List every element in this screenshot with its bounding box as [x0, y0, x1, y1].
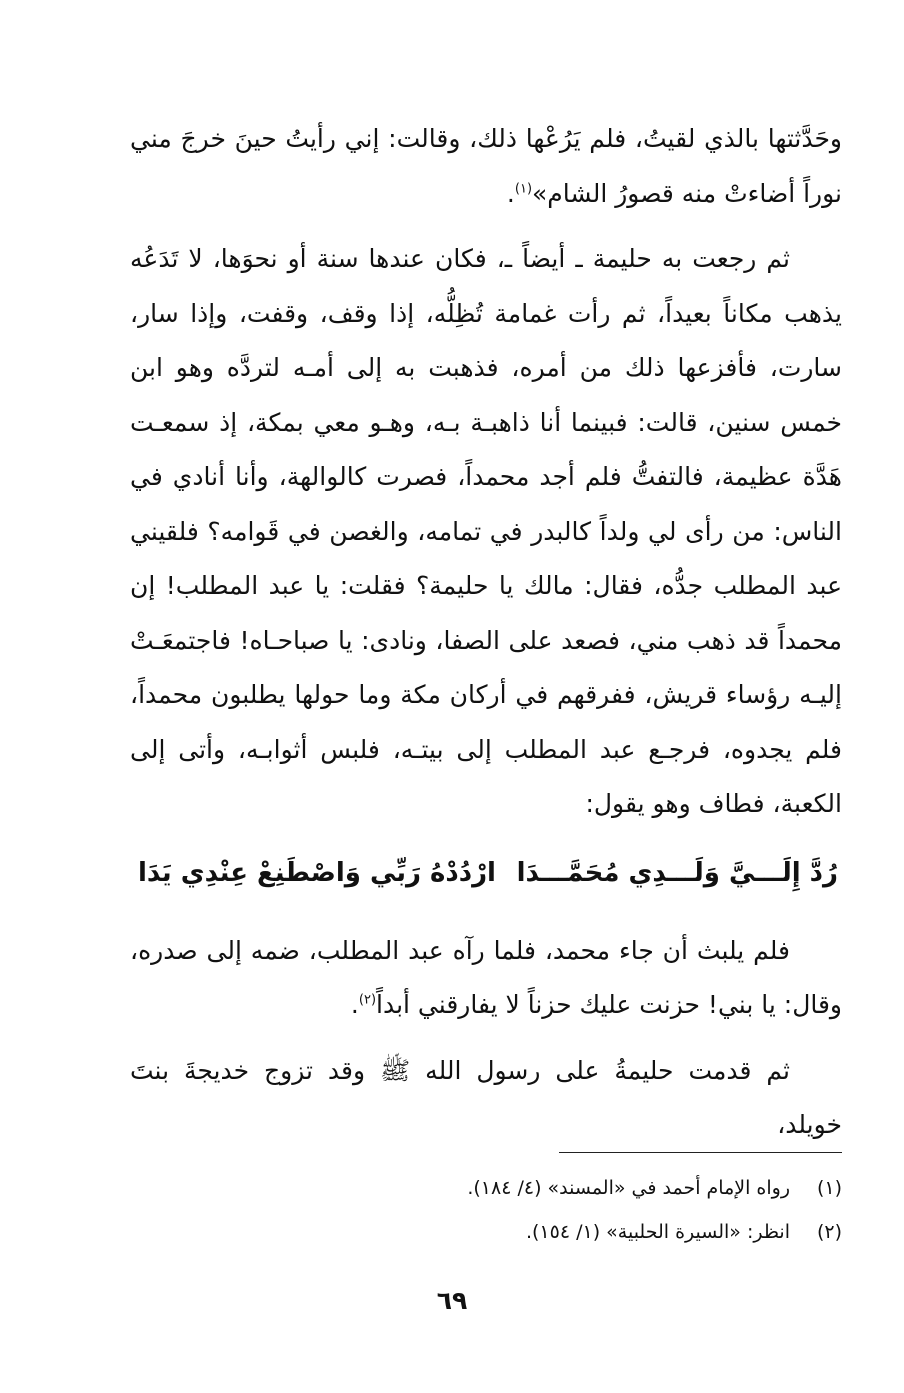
main-text: [130, 112, 842, 1153]
footnote-separator: [559, 1152, 842, 1153]
footnote-1-number: (١): [816, 1177, 842, 1199]
paragraph-3-end: .: [350, 990, 359, 1019]
paragraph-3-text: فلم يلبث أن جاء محمد، فلما رآه عبد المطلب، ضمه إلى صدره، وقال: يا بني! حزنت عليك حزناً لا يفارقني أبداً: [130, 935, 842, 1019]
footnote-1: [130, 1166, 842, 1210]
poem-hemistich-1: رُدَّ إِلَـــيَّ وَلَـــدِي مُحَمَّـــدَا: [516, 857, 838, 888]
footnote-2-number: (٢): [816, 1221, 842, 1243]
footnote-ref-2: (٢): [358, 992, 377, 1008]
paragraph-1-end: .: [506, 178, 515, 208]
paragraph-2-text: ثم رجعت به حليمة ـ أيضاً ـ، فكان عندها سنة أو نحوَها، لا تَدَعُه يذهب مكاناً بعيداً، ثم رأت غمامة تُظِلُّه، إذا وقف، وقفت، وإذا سار، سارت، فأفزعها ذلك من أمره، فذهبت به إلى أمـه لتردَّه وهو ابن خمس سنين، قالت: فبينما أنا ذاهبـة بـه، وهـو معي بمكة، إذ سمعـت هَدَّة عظيمة، فالتفتُّ فلم أجد محمداً، فصرت كالوالهة، وأنا أنادي في الناس: من رأى لي ولداً كالبدر في تمامه، والغصن في قَوامه؟ فلقيني عبد المطلب جدُّه، فقال: مالك يا حليمة؟ فقلت: يا عبد المطلب! إن محمداً قد ذهب مني، فصعد على الصفا، ونادى: يا صباحـاه! فاجتمعَـتْ إليـه رؤساء قريش، ففرقهم في أركان مكة وما حولها يطلبون محمداً، فلم يجدوه، فرجـع عبد المطلب إلى بيتـه، فلبس أثوابـه، وأتى إلى الكعبة، فطاف وهو يقول:: [130, 244, 842, 818]
paragraph-1-text: وحَدَّثتها بالذي لقيتُ، فلم يَرُعْها ذلك، وقالت: إني رأيتُ حينَ خرجَ مني نوراً أضاءتْ منه قصورُ الشام»: [130, 124, 842, 208]
footnotes: [130, 1166, 842, 1254]
footnote-2-text: انظر: «السيرة الحلبية» (١/ ١٥٤).: [525, 1221, 790, 1243]
paragraph-2: [130, 232, 842, 832]
footnote-2: [130, 1210, 842, 1254]
footnote-1-text: رواه الإمام أحمد في «المسند» (٤/ ١٨٤).: [467, 1177, 790, 1199]
paragraph-1: [130, 112, 842, 221]
poem-hemistich-2: ارْدُدْهُ رَبِّي وَاصْطَنِعْ عِنْدِي يَدَا: [138, 857, 496, 888]
paragraph-4: [130, 1044, 842, 1153]
footnote-ref-1: (١): [514, 181, 533, 197]
paragraph-4-text: ثم قدمت حليمةُ على رسول الله ﷺ وقد تزوج خديجةَ بنتَ خويلد،: [130, 1055, 842, 1139]
page-number: ٦٩: [436, 1286, 468, 1315]
paragraph-3: [130, 924, 842, 1033]
poem-verse: [130, 846, 842, 900]
